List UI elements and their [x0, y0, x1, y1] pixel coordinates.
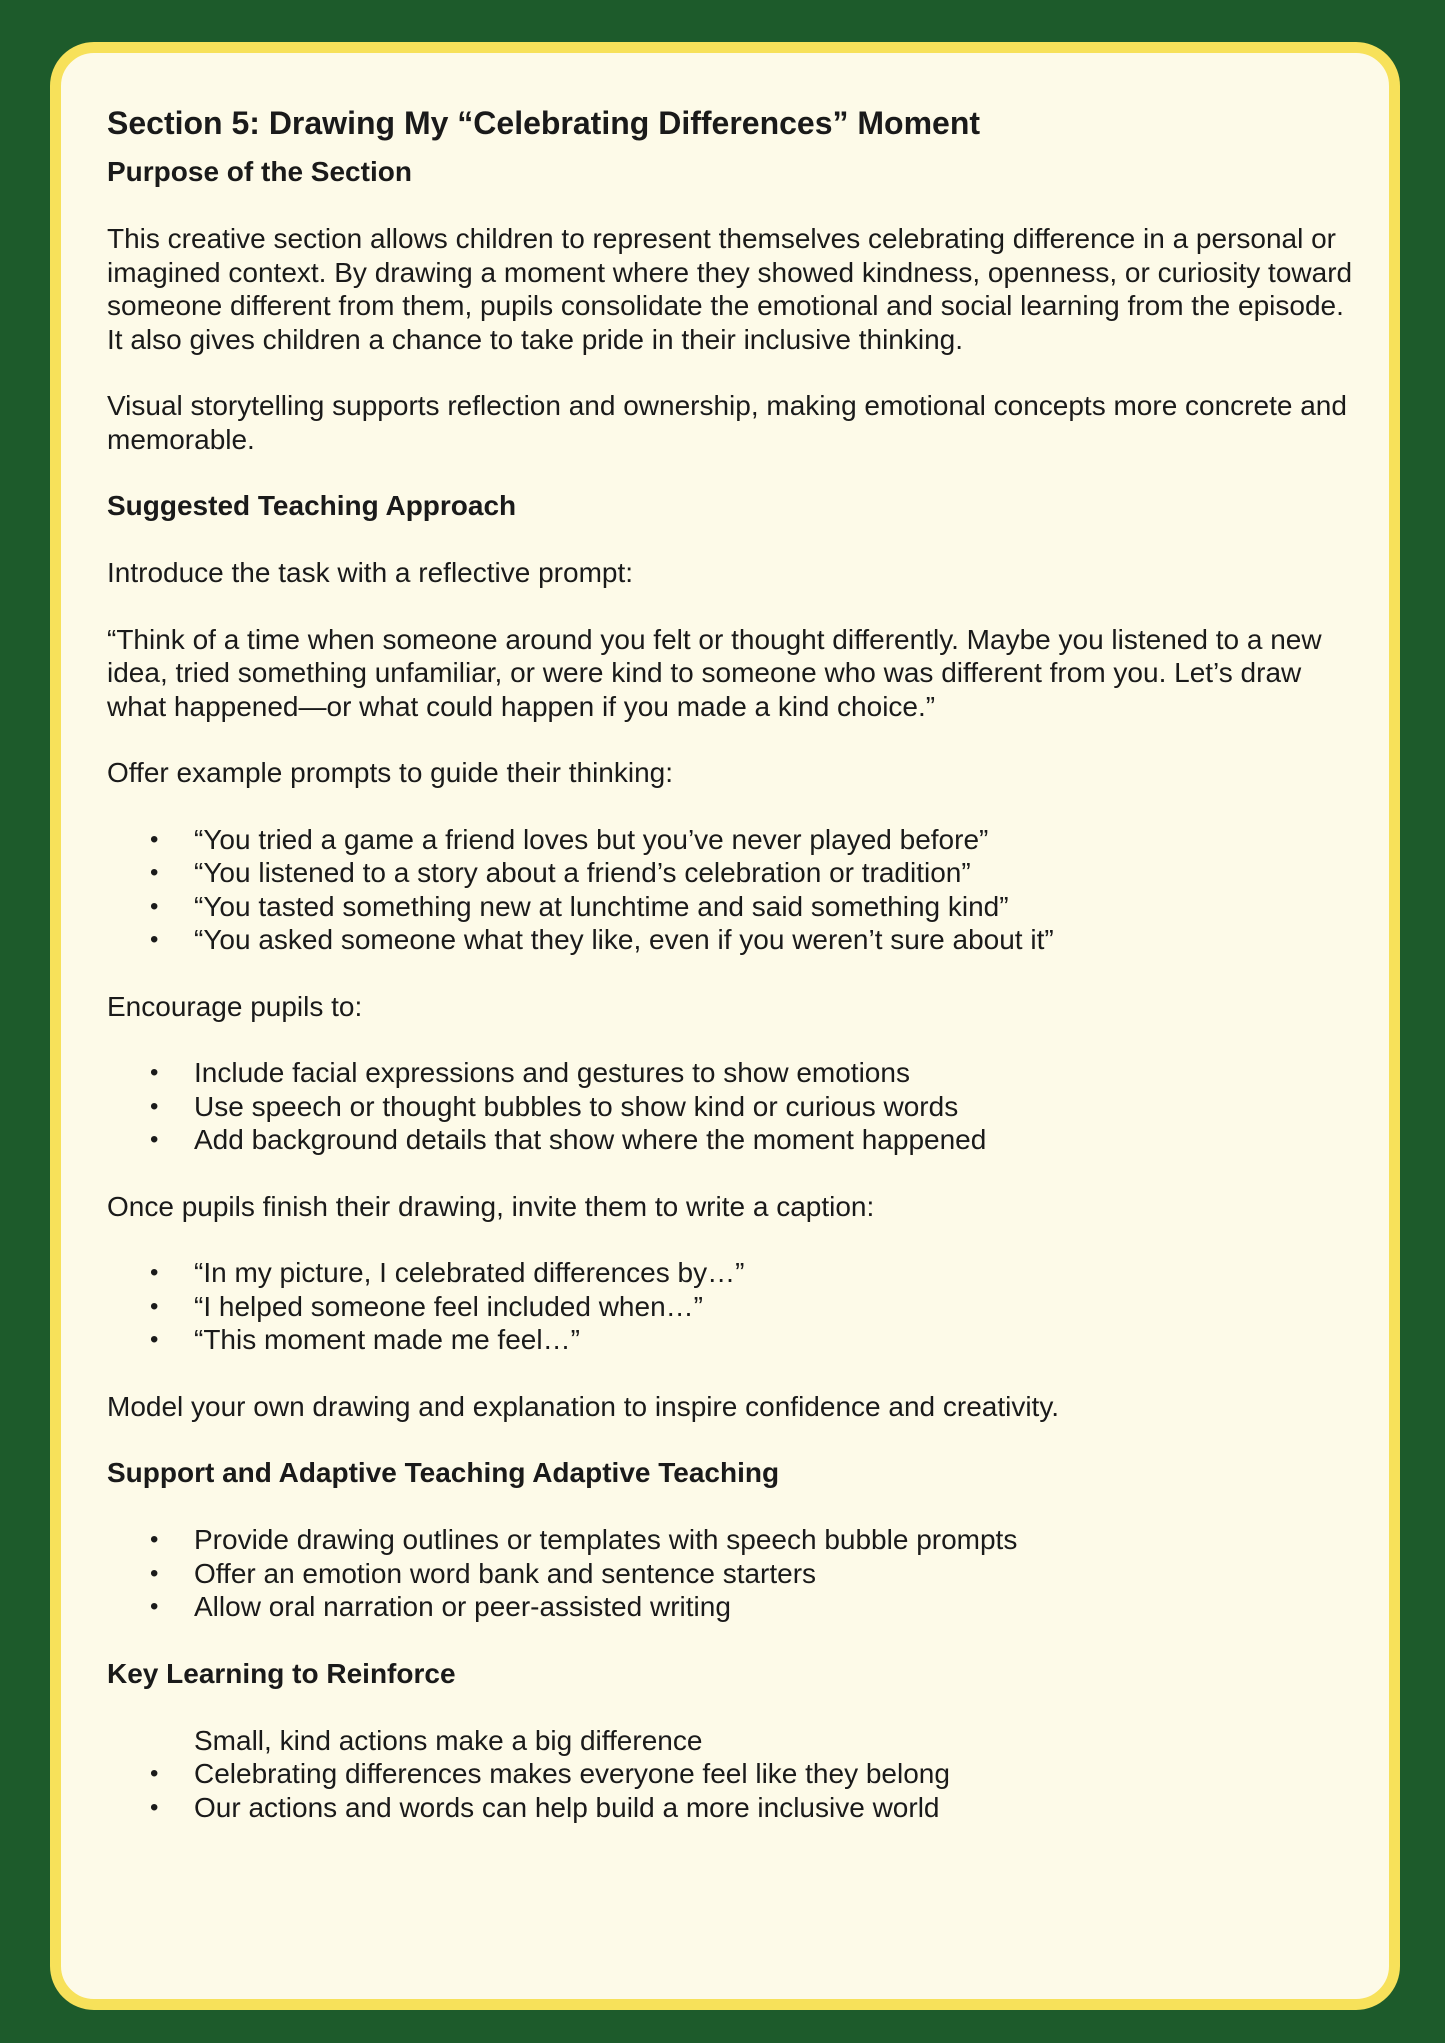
page-title: Section 5: Drawing My “Celebrating Differences” Moment: [107, 105, 981, 141]
purpose-paragraph-1: This creative section allows children to represent themselves celebrating difference in a personal or imagined context. By drawing a moment where they showed kindness, openness, or curiosity toward someone different from them, pupils consolidate the emotional and social learning from the episode. It also gives children a chance to take pride in their inclusive thinking.: [107, 223, 1353, 355]
list-item: • Celebrating differences makes everyone feel like they belong: [107, 1757, 1367, 1791]
list-item: • Add background details that show where the moment happened: [107, 1123, 1367, 1157]
list-item: • “You listened to a story about a friend’s celebration or tradition”: [107, 856, 1367, 890]
list-item: • “This moment made me feel…”: [107, 1323, 1367, 1357]
list-item: Small, kind actions make a big difference: [194, 1724, 703, 1756]
purpose-heading: Purpose of the Section: [107, 156, 412, 187]
examples-intro: Offer example prompts to guide their thinking:: [107, 757, 674, 788]
list-item: • “In my picture, I celebrated differences by…”: [107, 1256, 1367, 1290]
model-note: Model your own drawing and explanation to inspire confidence and creativity.: [107, 1390, 1060, 1422]
list-item: • Include facial expressions and gestures to show emotions: [107, 1056, 1367, 1090]
encourage-list: [107, 1056, 1367, 1157]
support-list: [107, 1523, 1367, 1624]
content-card: [50, 42, 1400, 2010]
list-item: • Use speech or thought bubbles to show kind or curious words: [107, 1090, 1367, 1124]
support-heading: Support and Adaptive Teaching Adaptive Teaching: [107, 1457, 780, 1488]
caption-intro: Once pupils finish their drawing, invite them to write a caption:: [107, 1190, 875, 1222]
list-item: • Our actions and words can help build a more inclusive world: [107, 1791, 1367, 1825]
list-item: • “I helped someone feel included when…”: [107, 1290, 1367, 1324]
list-item: • Provide drawing outlines or templates with speech bubble prompts: [107, 1523, 1367, 1557]
list-item: • Offer an emotion word bank and sentence starters: [107, 1557, 1367, 1591]
list-item: • “You tried a game a friend loves but you’ve never played before”: [107, 823, 1367, 857]
example-prompts-list: [107, 823, 1367, 957]
purpose-paragraph-2: Visual storytelling supports reflection and ownership, making emotional concepts more concrete and memorable.: [107, 390, 1347, 455]
reflective-prompt-quote: “Think of a time when someone around you felt or thought differently. Maybe you listened to a new idea, tried something unfamiliar, or were kind to someone who was different from you. Let’s draw what happened—or what could happen if you made a kind choice.”: [107, 623, 1322, 722]
encourage-intro: Encourage pupils to:: [107, 990, 363, 1022]
document-content: [107, 103, 1367, 1824]
list-item: • Allow oral narration or peer-assisted writing: [107, 1590, 1367, 1624]
caption-starters-list: [107, 1256, 1367, 1357]
key-learning-heading: Key Learning to Reinforce: [107, 1657, 456, 1689]
list-item: • “You asked someone what they like, even if you weren’t sure about it”: [107, 923, 1367, 957]
approach-heading: Suggested Teaching Approach: [107, 490, 517, 521]
list-item: • “You tasted something new at lunchtime and said something kind”: [107, 890, 1367, 924]
approach-intro: Introduce the task with a reflective prompt:: [107, 557, 634, 588]
key-learning-list: [107, 1724, 1367, 1825]
